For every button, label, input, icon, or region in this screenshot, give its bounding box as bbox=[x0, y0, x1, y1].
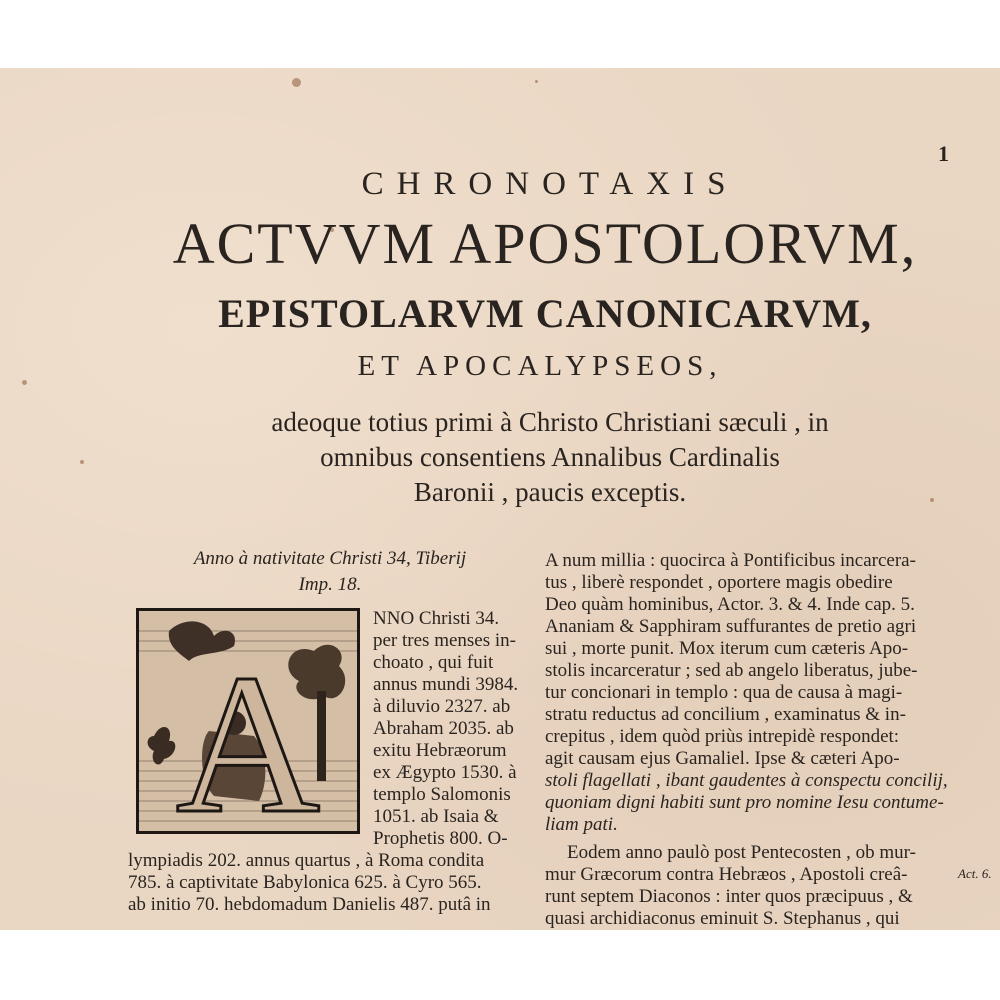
text-line-italic: liam pati. bbox=[545, 814, 618, 835]
text-line: Abraham 2035. ab bbox=[373, 718, 514, 739]
text-line: lympiadis 202. annus quartus , à Roma condita bbox=[128, 850, 485, 871]
text-line: Deo quàm hominibus, Actor. 3. & 4. Inde cap. 5. bbox=[545, 594, 915, 615]
text-line: templo Salomonis bbox=[373, 784, 511, 805]
text-line: stolis incarceratur ; sed ab angelo liberatus, jube- bbox=[545, 660, 918, 681]
subtitle-line: Baronii , paucis exceptis. bbox=[413, 477, 687, 507]
text-line: tur concionari in templo : qua de causa à magi- bbox=[545, 682, 903, 703]
text-line: tus , liberè respondet , oportere magis obedire bbox=[545, 572, 893, 593]
text-line: ex Ægypto 1530. à bbox=[373, 762, 517, 783]
text-line: à diluvio 2327. ab bbox=[373, 696, 511, 717]
woodcut-illustration bbox=[139, 611, 357, 831]
text-line: crepitus , idem quòd priùs intrepidè respondet: bbox=[545, 726, 900, 747]
subtitle-line: adeoque totius primi à Christo Christiani sæculi , in bbox=[271, 407, 829, 437]
subtitle-line: omnibus consentiens Annalibus Cardinalis bbox=[320, 442, 780, 472]
page-number: 1 bbox=[938, 141, 949, 166]
title-epistolarum: EPISTOLARVM CANONICARVM, bbox=[218, 291, 872, 336]
text-line: 785. à captivitate Babylonica 625. à Cyro 565. bbox=[128, 872, 482, 893]
foxing-spot bbox=[535, 80, 538, 83]
title-chronotaxis: CHRONOTAXIS bbox=[361, 166, 739, 202]
text-line: A num millia : quocirca à Pontificibus incarcera- bbox=[545, 550, 916, 571]
text-line: exitu Hebræorum bbox=[373, 740, 507, 761]
anno-heading-line: Anno à nativitate Christi 34, Tiberij bbox=[193, 548, 467, 569]
text-line: choato , qui fuit bbox=[373, 652, 494, 673]
subtitle bbox=[150, 405, 950, 510]
text-line: runt septem Diaconos : inter quos præcipuus , & bbox=[545, 886, 913, 907]
text-line: per tres menses in- bbox=[373, 630, 516, 651]
text-line: mur Græcorum contra Hebræos , Apostoli creâ- bbox=[545, 864, 908, 885]
paper-page bbox=[0, 68, 1000, 930]
text-line: sui , morte punit. Mox iterum cum cæteris Apo- bbox=[545, 638, 909, 659]
foxing-spot bbox=[80, 460, 84, 464]
text-line: Eodem anno paulò post Pentecosten , ob mur- bbox=[567, 842, 916, 863]
text-line: quasi archidiaconus eminuit S. Stephanus , qui bbox=[545, 908, 900, 929]
title-actuum-apostolorum: ACTVVM APOSTOLORVM, bbox=[172, 211, 918, 276]
title-apocalypseos: ET APOCALYPSEOS, bbox=[357, 350, 723, 382]
margin-note: Act. 6. bbox=[958, 866, 992, 881]
text-line: 1051. ab Isaia & bbox=[373, 806, 499, 827]
left-column bbox=[128, 546, 532, 915]
text-line: Ananiam & Sapphiram suffurantes de pretio agri bbox=[545, 616, 917, 637]
woodcut-initial bbox=[136, 608, 360, 834]
text-line: ab initio 70. hebdomadum Danielis 487. putâ in bbox=[128, 894, 491, 915]
text-line: annus mundi 3984. bbox=[373, 674, 519, 695]
text-line-italic: stoli flagellati , ibant gaudentes à conspectu concilij, bbox=[545, 770, 948, 791]
text-line: agit causam ejus Gamaliel. Ipse & cæteri Apo- bbox=[545, 748, 900, 769]
initial-letter-glyph: A bbox=[175, 634, 321, 831]
anno-heading bbox=[128, 546, 532, 598]
text-line: NNO Christi 34. bbox=[373, 608, 500, 629]
text-line: stratu reductus ad concilium , examinatus & in- bbox=[545, 704, 906, 725]
text-line: Prophetis 800. O- bbox=[373, 828, 508, 849]
foxing-spot bbox=[22, 380, 27, 385]
anno-heading-line: Imp. 18. bbox=[298, 574, 362, 595]
text-line-italic: quoniam digni habiti sunt pro nomine Iesu contume- bbox=[545, 792, 944, 813]
foxing-spot bbox=[292, 78, 301, 87]
